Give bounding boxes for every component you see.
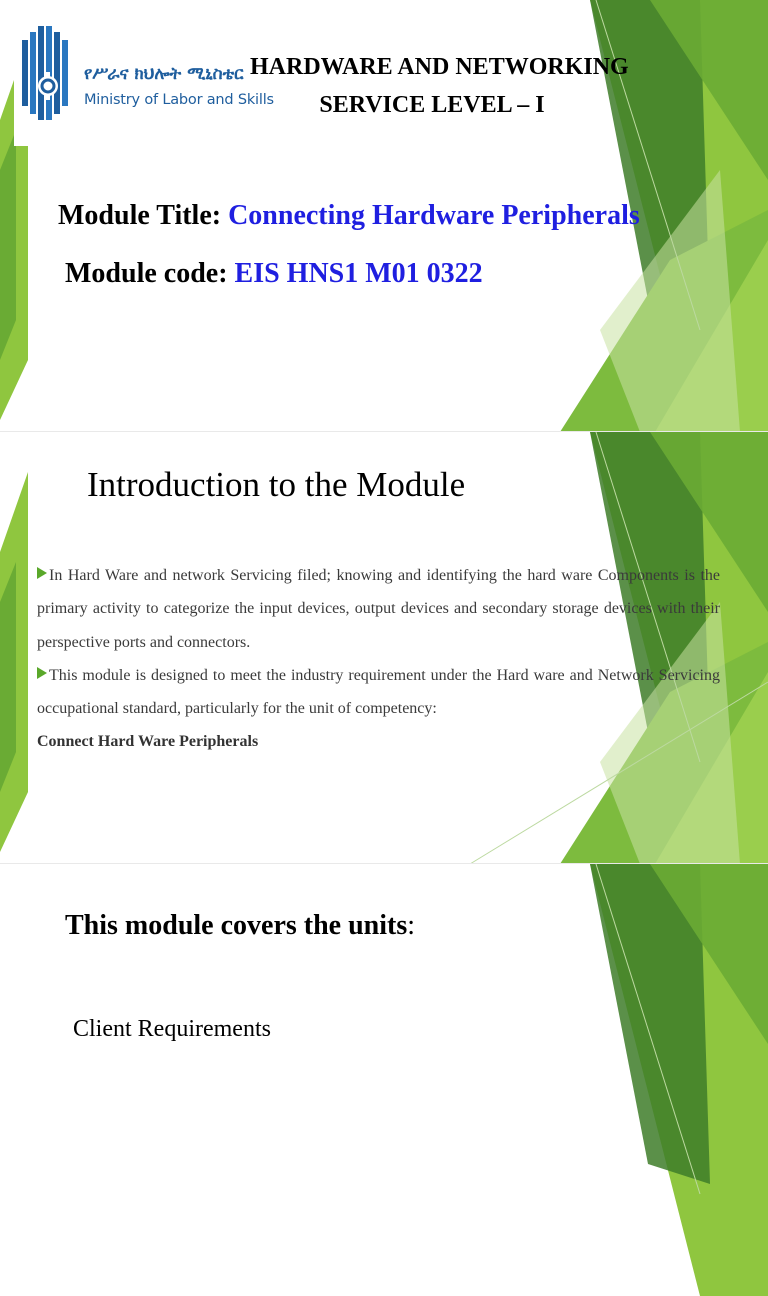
logo-english-text: Ministry of Labor and Skills — [84, 92, 274, 108]
module-title — [58, 200, 640, 232]
paragraph-1-text: In Hard Ware and network Servicing filed; knowing and identifying the hard ware Components is the primary activity to categorize the input devices, output devices and secondary storage devices with their perspective ports and connectors. — [37, 567, 720, 651]
intro-paragraph-2 — [37, 659, 720, 759]
paragraph-2-bold: Connect Hard Ware Peripherals — [37, 733, 259, 751]
paragraph-2-text: This module is designed to meet the industry requirement under the Hard ware and Network Servicing occupational standard, particularly for the unit of competency: — [37, 666, 720, 718]
slide-2 — [0, 432, 768, 864]
ministry-logo-icon — [20, 26, 80, 120]
header-line-2: SERVICE LEVEL – I — [319, 92, 545, 118]
intro-paragraph-1 — [37, 559, 720, 659]
ministry-logo — [14, 12, 274, 146]
units-first-item: Client Requirements — [73, 1016, 271, 1042]
module-code-value: EIS HNS1 M01 0322 — [234, 258, 483, 289]
module-code — [65, 258, 483, 290]
slide-1 — [0, 0, 768, 432]
module-title-label: Module Title: — [58, 200, 222, 231]
module-title-value: Connecting Hardware Peripherals — [228, 200, 640, 231]
bullet-triangle-icon — [37, 567, 47, 579]
header-line-1: HARDWARE AND NETWORKING — [250, 54, 629, 80]
units-heading-bold: This module covers the units — [65, 910, 408, 941]
slide-3 — [0, 864, 768, 1042]
units-heading-colon: : — [407, 910, 416, 941]
logo-amharic-text: የሥራና ክህሎት ሚኒስቴር — [84, 64, 244, 84]
module-code-label: Module code: — [65, 258, 228, 289]
intro-body — [37, 559, 720, 759]
intro-title: Introduction to the Module — [87, 465, 466, 504]
bullet-triangle-icon — [37, 667, 47, 679]
header-line-2-wrap — [250, 92, 710, 119]
units-heading — [65, 910, 415, 942]
